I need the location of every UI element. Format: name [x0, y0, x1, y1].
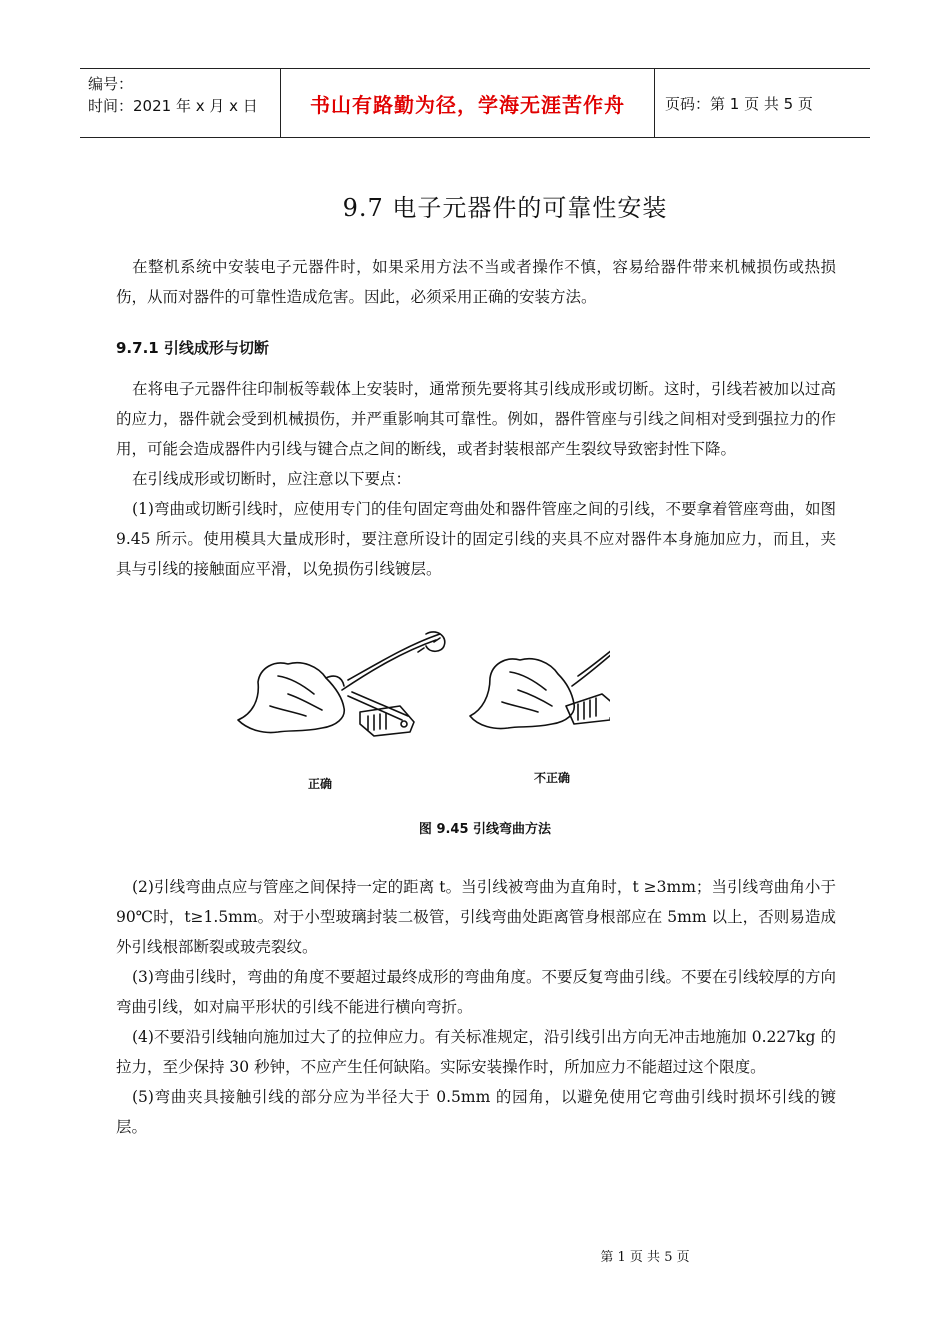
- correct-illustration: [238, 632, 445, 736]
- page-footer: 第 1 页 共 5 页: [600, 1250, 690, 1265]
- number-label: 编号：: [88, 75, 134, 93]
- incorrect-illustration: [470, 633, 610, 729]
- time-label: 时间：2021 年 x 月 x 日: [88, 97, 258, 115]
- body-block-2: [116, 872, 836, 1142]
- label-incorrect: 不正确: [533, 771, 571, 785]
- body-block-1: [116, 374, 836, 584]
- page-title: 9.7 电子元器件的可靠性安装: [342, 194, 668, 222]
- section-heading: 9.7.1 引线成形与切断: [116, 339, 269, 357]
- page-info: 页码：第 1 页 共 5 页: [665, 94, 813, 113]
- label-correct: 正确: [307, 777, 333, 791]
- list-item-5: (5)弯曲夹具接触引线的部分应为半径大于 0.5mm 的园角，以避免使用它弯曲引线时损坏引线的镀层。: [116, 1088, 836, 1136]
- figure-caption: 图 9.45 引线弯曲方法: [418, 822, 552, 837]
- paragraph-1: 在将电子元器件往印制板等载体上安装时，通常预先要将其引线成形或切断。这时，引线若被加以过高的应力，器件就会受到机械损伤，并严重影响其可靠性。例如，器件管座与引线之间相对受到强拉力的作用，可能会造成器件内引线与键合点之间的断线，或者封装根部产生裂纹导致密封性下降。: [116, 380, 836, 458]
- lead-bending-figure: [230, 620, 610, 805]
- header-page-info: [655, 69, 870, 137]
- section-heading-block: [116, 333, 836, 363]
- paragraph-2: 在引线成形或切断时，应注意以下要点：: [132, 470, 412, 488]
- header-motto-cell: [280, 69, 655, 137]
- page-header: [80, 68, 870, 138]
- motto: 书山有路勤为径，学海无涯苦作舟: [310, 92, 625, 117]
- intro-paragraph: 在整机系统中安装电子元器件时，如果采用方法不当或者操作不慎，容易给器件带来机械损伤或热损伤，从而对器件的可靠性造成危害。因此，必须采用正确的安装方法。: [116, 258, 836, 306]
- list-item-3: (3)弯曲引线时，弯曲的角度不要超过最终成形的弯曲角度。不要反复弯曲引线。不要在引线较厚的方向弯曲引线，如对扁平形状的引线不能进行横向弯折。: [116, 968, 836, 1016]
- list-item-1: (1)弯曲或切断引线时，应使用专门的佳句固定弯曲处和器件管座之间的引线，不要拿着管座弯曲，如图 9.45 所示。使用模具大量成形时，要注意所设计的固定引线的夹具不应对器件本身施加应力，而且，夹具与引线的接触面应平滑，以免损伤引线镀层。: [116, 500, 836, 578]
- list-item-2: (2)引线弯曲点应与管座之间保持一定的距离 t。当引线被弯曲为直角时，t ≥3mm；当引线弯曲角小于 90℃时，t≥1.5mm。对于小型玻璃封装二极管，引线弯曲处距离管身根部应在 5mm 以上，否则易造成外引线根部断裂或玻壳裂纹。: [116, 878, 836, 956]
- header-meta: [80, 69, 280, 137]
- intro-block: [116, 252, 836, 312]
- list-item-4: (4)不要沿引线轴向施加过大了的拉伸应力。有关标准规定，沿引线引出方向无冲击地施加 0.227kg 的拉力，至少保持 30 秒钟，不应产生任何缺陷。实际安装操作时，所加应力不能超过这个限度。: [116, 1028, 836, 1076]
